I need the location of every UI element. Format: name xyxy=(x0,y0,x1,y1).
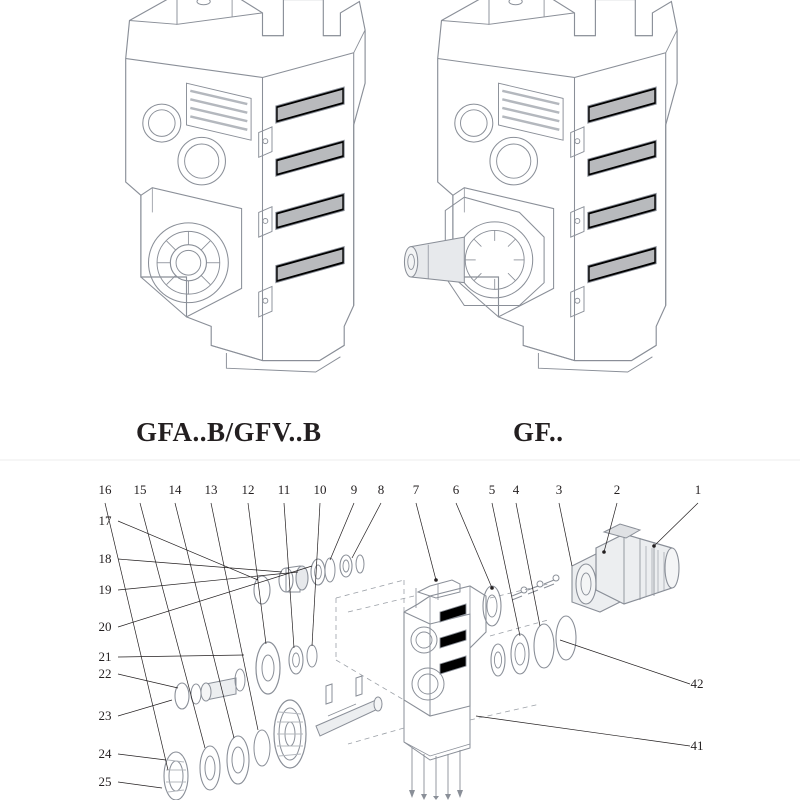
callout-left-25: 25 xyxy=(98,774,112,789)
hollow-shaft-flange xyxy=(149,223,229,303)
gearbox-view-left xyxy=(126,0,365,372)
callout-top-2: 2 xyxy=(613,482,621,497)
callout-top-5: 5 xyxy=(488,482,496,497)
callout-left-17: 17 xyxy=(98,513,112,528)
callout-top-1: 1 xyxy=(694,482,702,497)
callout-top-9: 9 xyxy=(350,482,358,497)
output-shaft xyxy=(404,237,464,283)
callout-right-42: 42 xyxy=(690,676,704,691)
callout-left-23: 23 xyxy=(98,708,112,723)
callout-right-41: 41 xyxy=(690,738,704,753)
callout-left-19: 19 xyxy=(98,582,112,597)
callout-top-3: 3 xyxy=(555,482,563,497)
callout-top-4: 4 xyxy=(512,482,520,497)
exploded-assembly xyxy=(105,503,698,800)
exploded-housing xyxy=(404,580,486,800)
caption-left: GFA..B/GFV..B xyxy=(136,417,322,447)
callout-left-18: 18 xyxy=(98,551,112,566)
caption-right: GF.. xyxy=(513,417,564,447)
callout-left-22: 22 xyxy=(98,666,112,681)
callout-top-14: 14 xyxy=(168,482,182,497)
shaft-components-left xyxy=(254,555,364,604)
pinion-shaft-group xyxy=(175,642,317,709)
callout-top-12: 12 xyxy=(241,482,255,497)
callout-top-8: 8 xyxy=(377,482,385,497)
callout-top-10: 10 xyxy=(313,482,327,497)
output-gear-shaft-group xyxy=(164,676,382,800)
callout-top-16: 16 xyxy=(98,482,112,497)
gearbox-view-right xyxy=(404,0,677,372)
callout-top-6: 6 xyxy=(452,482,460,497)
callout-top-15: 15 xyxy=(133,482,147,497)
callout-top-7: 7 xyxy=(412,482,420,497)
callout-top-11: 11 xyxy=(277,482,291,497)
callout-left-21: 21 xyxy=(98,649,112,664)
callout-top-13: 13 xyxy=(204,482,218,497)
callout-left-20: 20 xyxy=(98,619,112,634)
callout-left-24: 24 xyxy=(98,746,112,761)
